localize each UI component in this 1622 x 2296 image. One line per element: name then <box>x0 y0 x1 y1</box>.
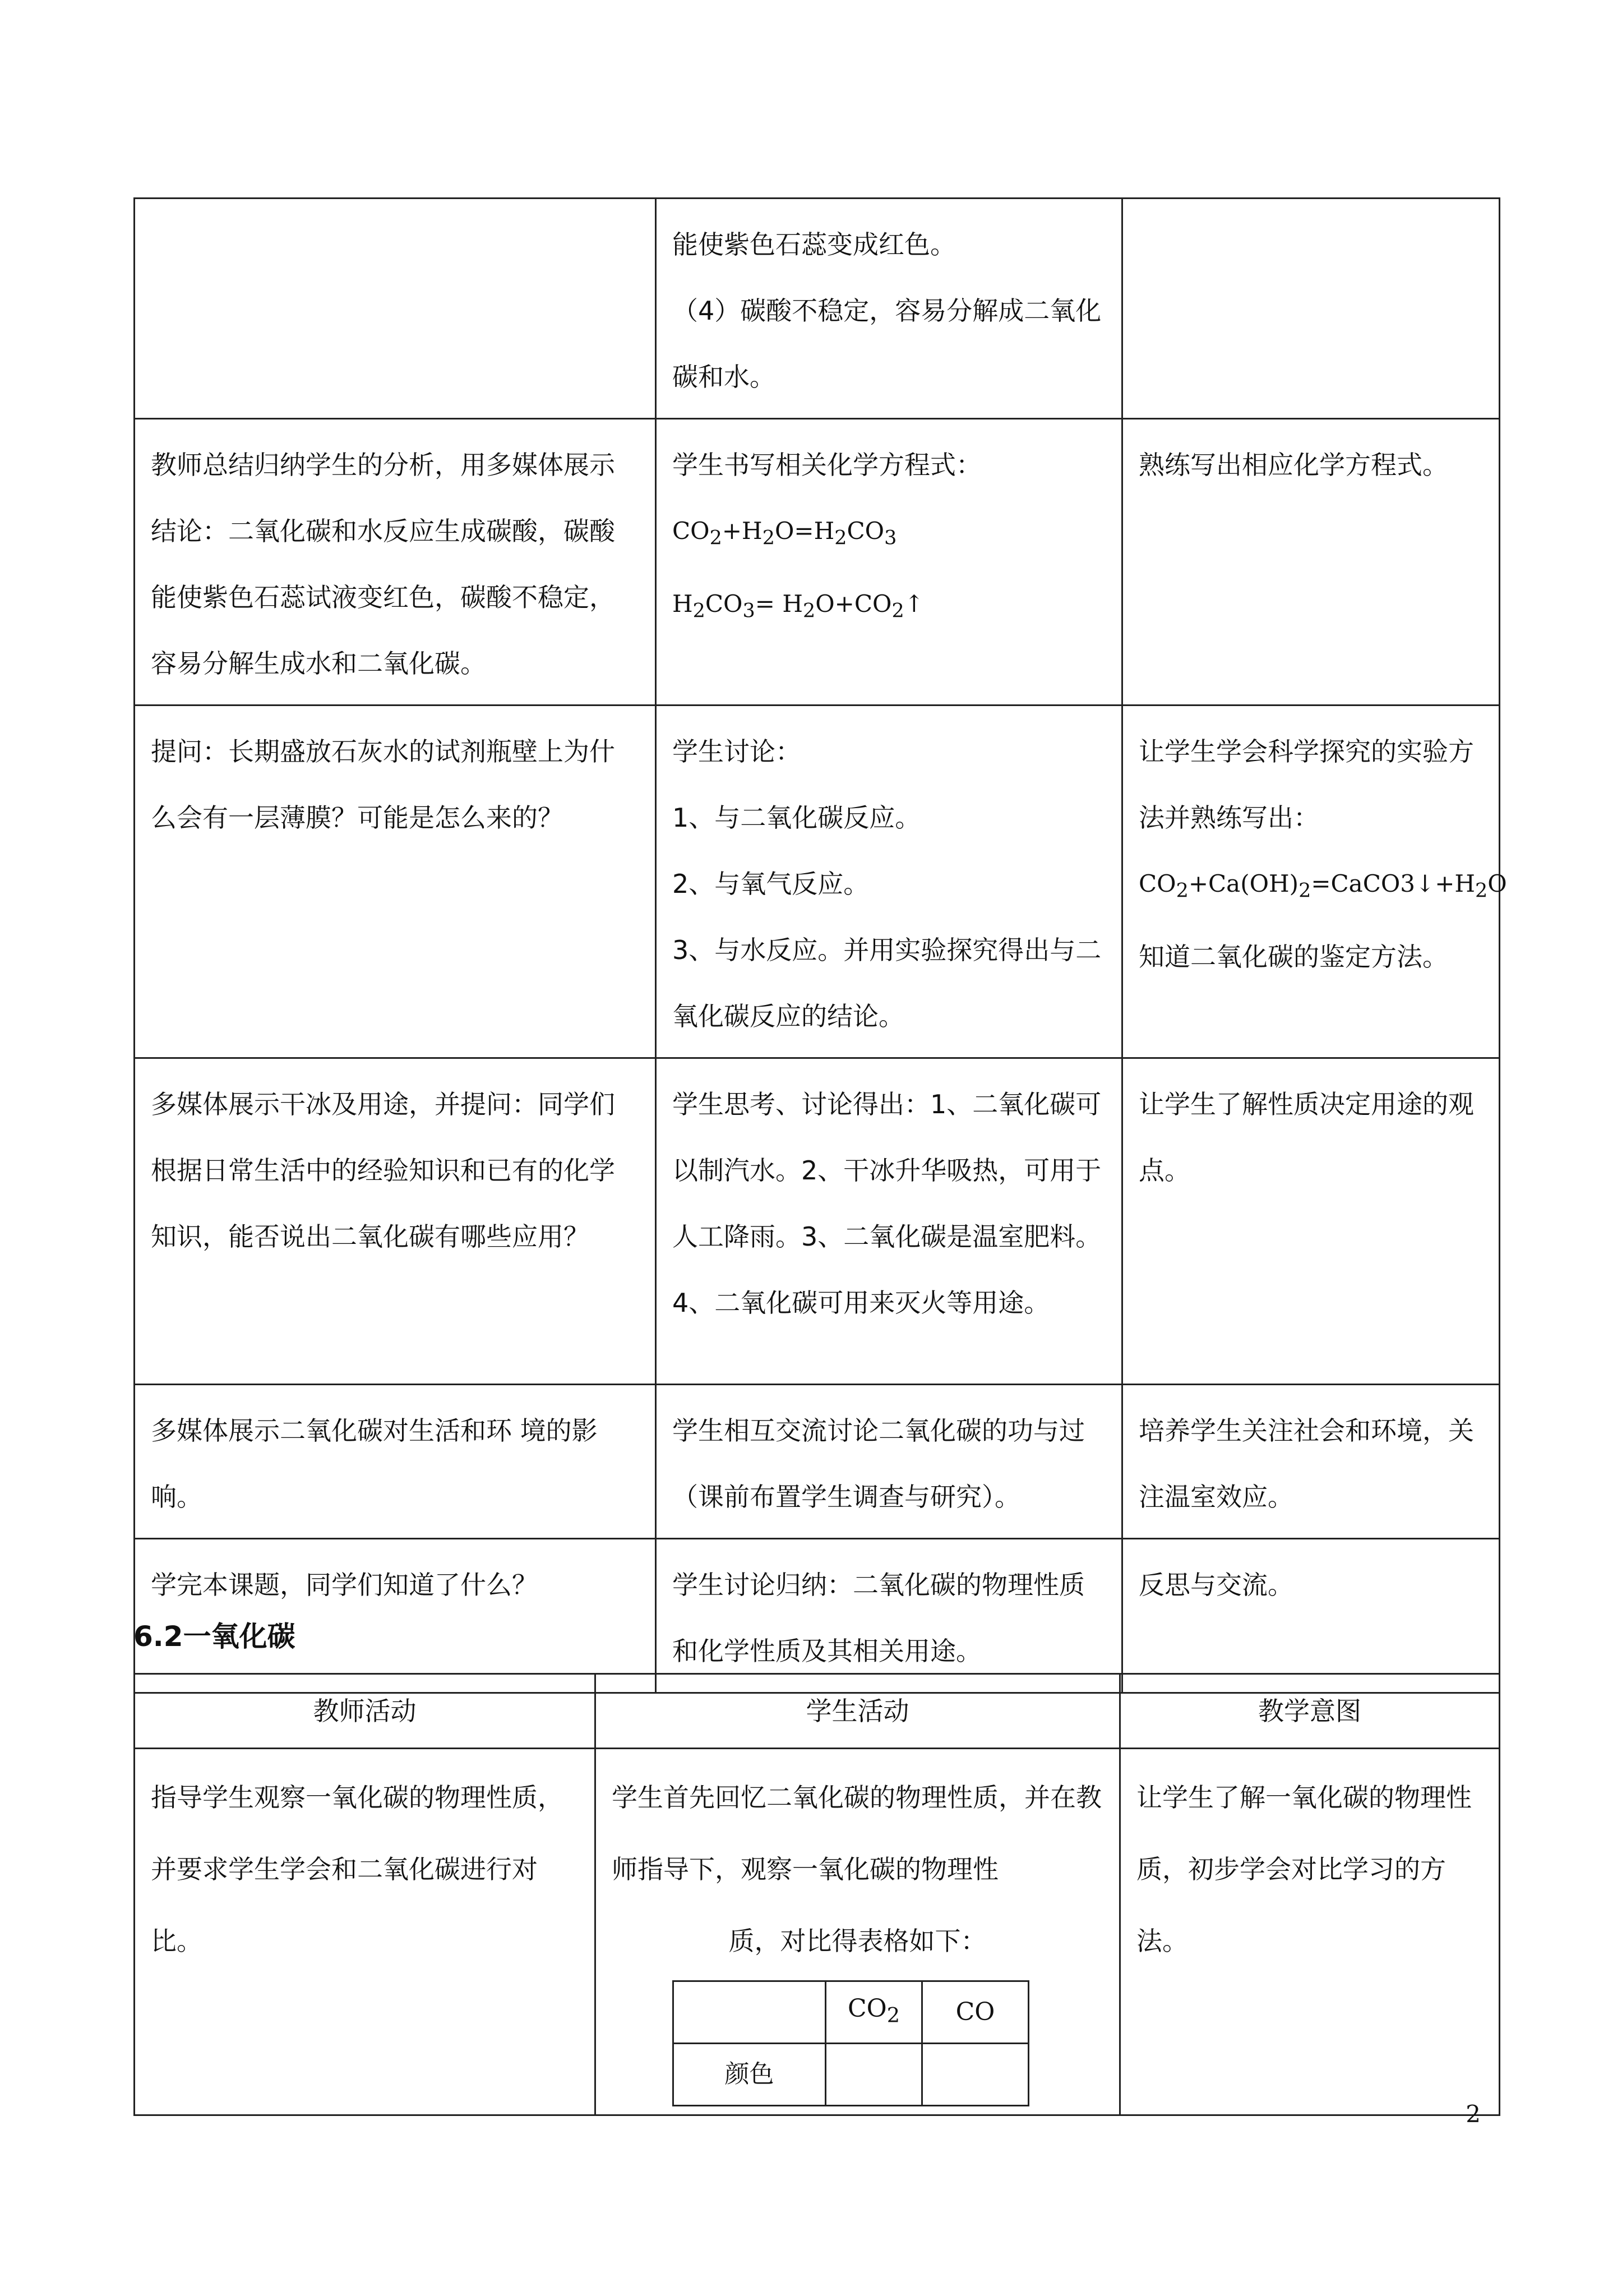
table-cell <box>135 1058 656 1385</box>
table-row <box>135 706 1500 1058</box>
table-cell <box>1122 419 1500 706</box>
section-title: 6.2一氧化碳 <box>133 1620 295 1653</box>
table-cell <box>1122 199 1500 419</box>
table-header-row <box>135 1674 1500 1749</box>
table-cell <box>826 2044 922 2106</box>
table-row <box>135 1539 1500 1693</box>
cell-text: 让学生了解一氧化碳的物理性质，初步学会对比学习的方法。 <box>1136 1782 1472 1956</box>
table-row <box>135 1058 1500 1385</box>
cell-text: 能使紫色石蕊变成红色。 <box>672 229 956 260</box>
table-cell <box>673 1981 826 2044</box>
cell-text: 1、与二氧化碳反应。 <box>672 803 921 833</box>
table-cell <box>595 1749 1120 2115</box>
chemical-equation: $CO_2+H_2O=H_2CO_3$ <box>672 517 897 550</box>
column-header: 教学意图 <box>1120 1674 1500 1749</box>
table-row <box>673 1981 1029 2044</box>
table-row <box>135 1385 1500 1539</box>
cell-text: 学完本课题，同学们知道了什么？ <box>151 1570 538 1600</box>
page-number: 2 <box>1466 2100 1481 2128</box>
cell-text: 学生讨论： <box>672 736 801 767</box>
column-header: 教师活动 <box>135 1674 595 1749</box>
table-cell <box>1120 1749 1500 2115</box>
table-cell <box>1122 1385 1500 1539</box>
cell-text: 学生书写相关化学方程式： <box>672 450 982 480</box>
cell-text: 2、与氧气反应。 <box>672 869 870 899</box>
cell-text: 提问：长期盛放石灰水的试剂瓶壁上为什么会有一层薄膜？可能是怎么来的？ <box>151 736 615 833</box>
table-cell <box>656 1385 1122 1539</box>
cell-text: 指导学生观察一氧化碳的物理性质，并要求学生学会和二氧化碳进行对比。 <box>151 1782 563 1956</box>
row-label: 颜色 <box>673 2044 826 2106</box>
chemical-equation: $CO_2+Ca(OH)_2=CaCO3↓+H_2O$ <box>1139 870 1507 902</box>
cell-text: 质，对比得表格如下： <box>728 1926 987 1956</box>
table-cell <box>656 419 1122 706</box>
column-header: CO <box>922 1981 1029 2044</box>
table-cell <box>135 419 656 706</box>
table-cell <box>135 1385 656 1539</box>
table-cell <box>656 706 1122 1058</box>
column-header: $CO_2$ <box>826 1981 922 2044</box>
cell-text: 知道二氧化碳的鉴定方法。 <box>1139 942 1448 972</box>
cell-text: 学生思考、讨论得出：1、二氧化碳可以制汽水。2、干冰升华吸热，可用于人工降雨。3、二氧化碳是温室肥料。4、二氧化碳可用来灭火等用途。 <box>672 1089 1102 1318</box>
cell-text: 让学生学会科学探究的实验方法并熟练写出： <box>1139 736 1474 833</box>
lesson-table-co2 <box>133 197 1507 1694</box>
cell-text: 熟练写出相应化学方程式。 <box>1139 450 1448 480</box>
table-row <box>135 1749 1500 2115</box>
table-cell <box>1122 1058 1500 1385</box>
lesson-table-co <box>133 1673 1500 2116</box>
table-row <box>135 419 1500 706</box>
chemical-equation: $H_2CO_3=$ $H_2O+CO_2↑$ <box>672 590 924 623</box>
cell-text: 3、与水反应。并用实验探究得出与二氧化碳反应的结论。 <box>672 935 1102 1031</box>
cell-text: 学生首先回忆二氧化碳的物理性质，并在教师指导下，观察一氧化碳的物理性 <box>612 1782 1102 1884</box>
cell-text: 反思与交流。 <box>1139 1570 1293 1600</box>
table-row <box>135 199 1500 419</box>
cell-text: 学生讨论归纳：二氧化碳的物理性质和化学性质及其相关用途。 <box>672 1570 1085 1666</box>
cell-text: 培养学生关注社会和环境，关注温室效应。 <box>1139 1416 1474 1512</box>
table-row <box>673 2044 1029 2106</box>
cell-text: 让学生了解性质决定用途的观点。 <box>1139 1089 1474 1186</box>
comparison-table <box>672 1980 1029 2106</box>
table-cell <box>656 1539 1122 1693</box>
cell-text: （4）碳酸不稳定，容易分解成二氧化碳和水。 <box>672 296 1102 392</box>
table-cell <box>656 199 1122 419</box>
cell-text: 多媒体展示二氧化碳对生活和环 境的影响。 <box>151 1416 598 1512</box>
table-cell <box>656 1058 1122 1385</box>
cell-text: 学生相互交流讨论二氧化碳的功与过（课前布置学生调查与研究）。 <box>672 1416 1085 1512</box>
column-header: 学生活动 <box>595 1674 1120 1749</box>
cell-text: 多媒体展示干冰及用途，并提问：同学们根据日常生活中的经验知识和已有的化学知识，能否说出二氧化碳有哪些应用？ <box>151 1089 615 1252</box>
table-cell <box>135 199 656 419</box>
table-cell <box>1122 706 1507 1058</box>
table-cell <box>922 2044 1029 2106</box>
table-cell <box>1122 1539 1500 1693</box>
table-cell <box>135 1749 595 2115</box>
table-cell <box>135 706 656 1058</box>
cell-text: 教师总结归纳学生的分析，用多媒体展示结论：二氧化碳和水反应生成碳酸，碳酸能使紫色石蕊试液变红色，碳酸不稳定，容易分解生成水和二氧化碳。 <box>151 450 615 679</box>
